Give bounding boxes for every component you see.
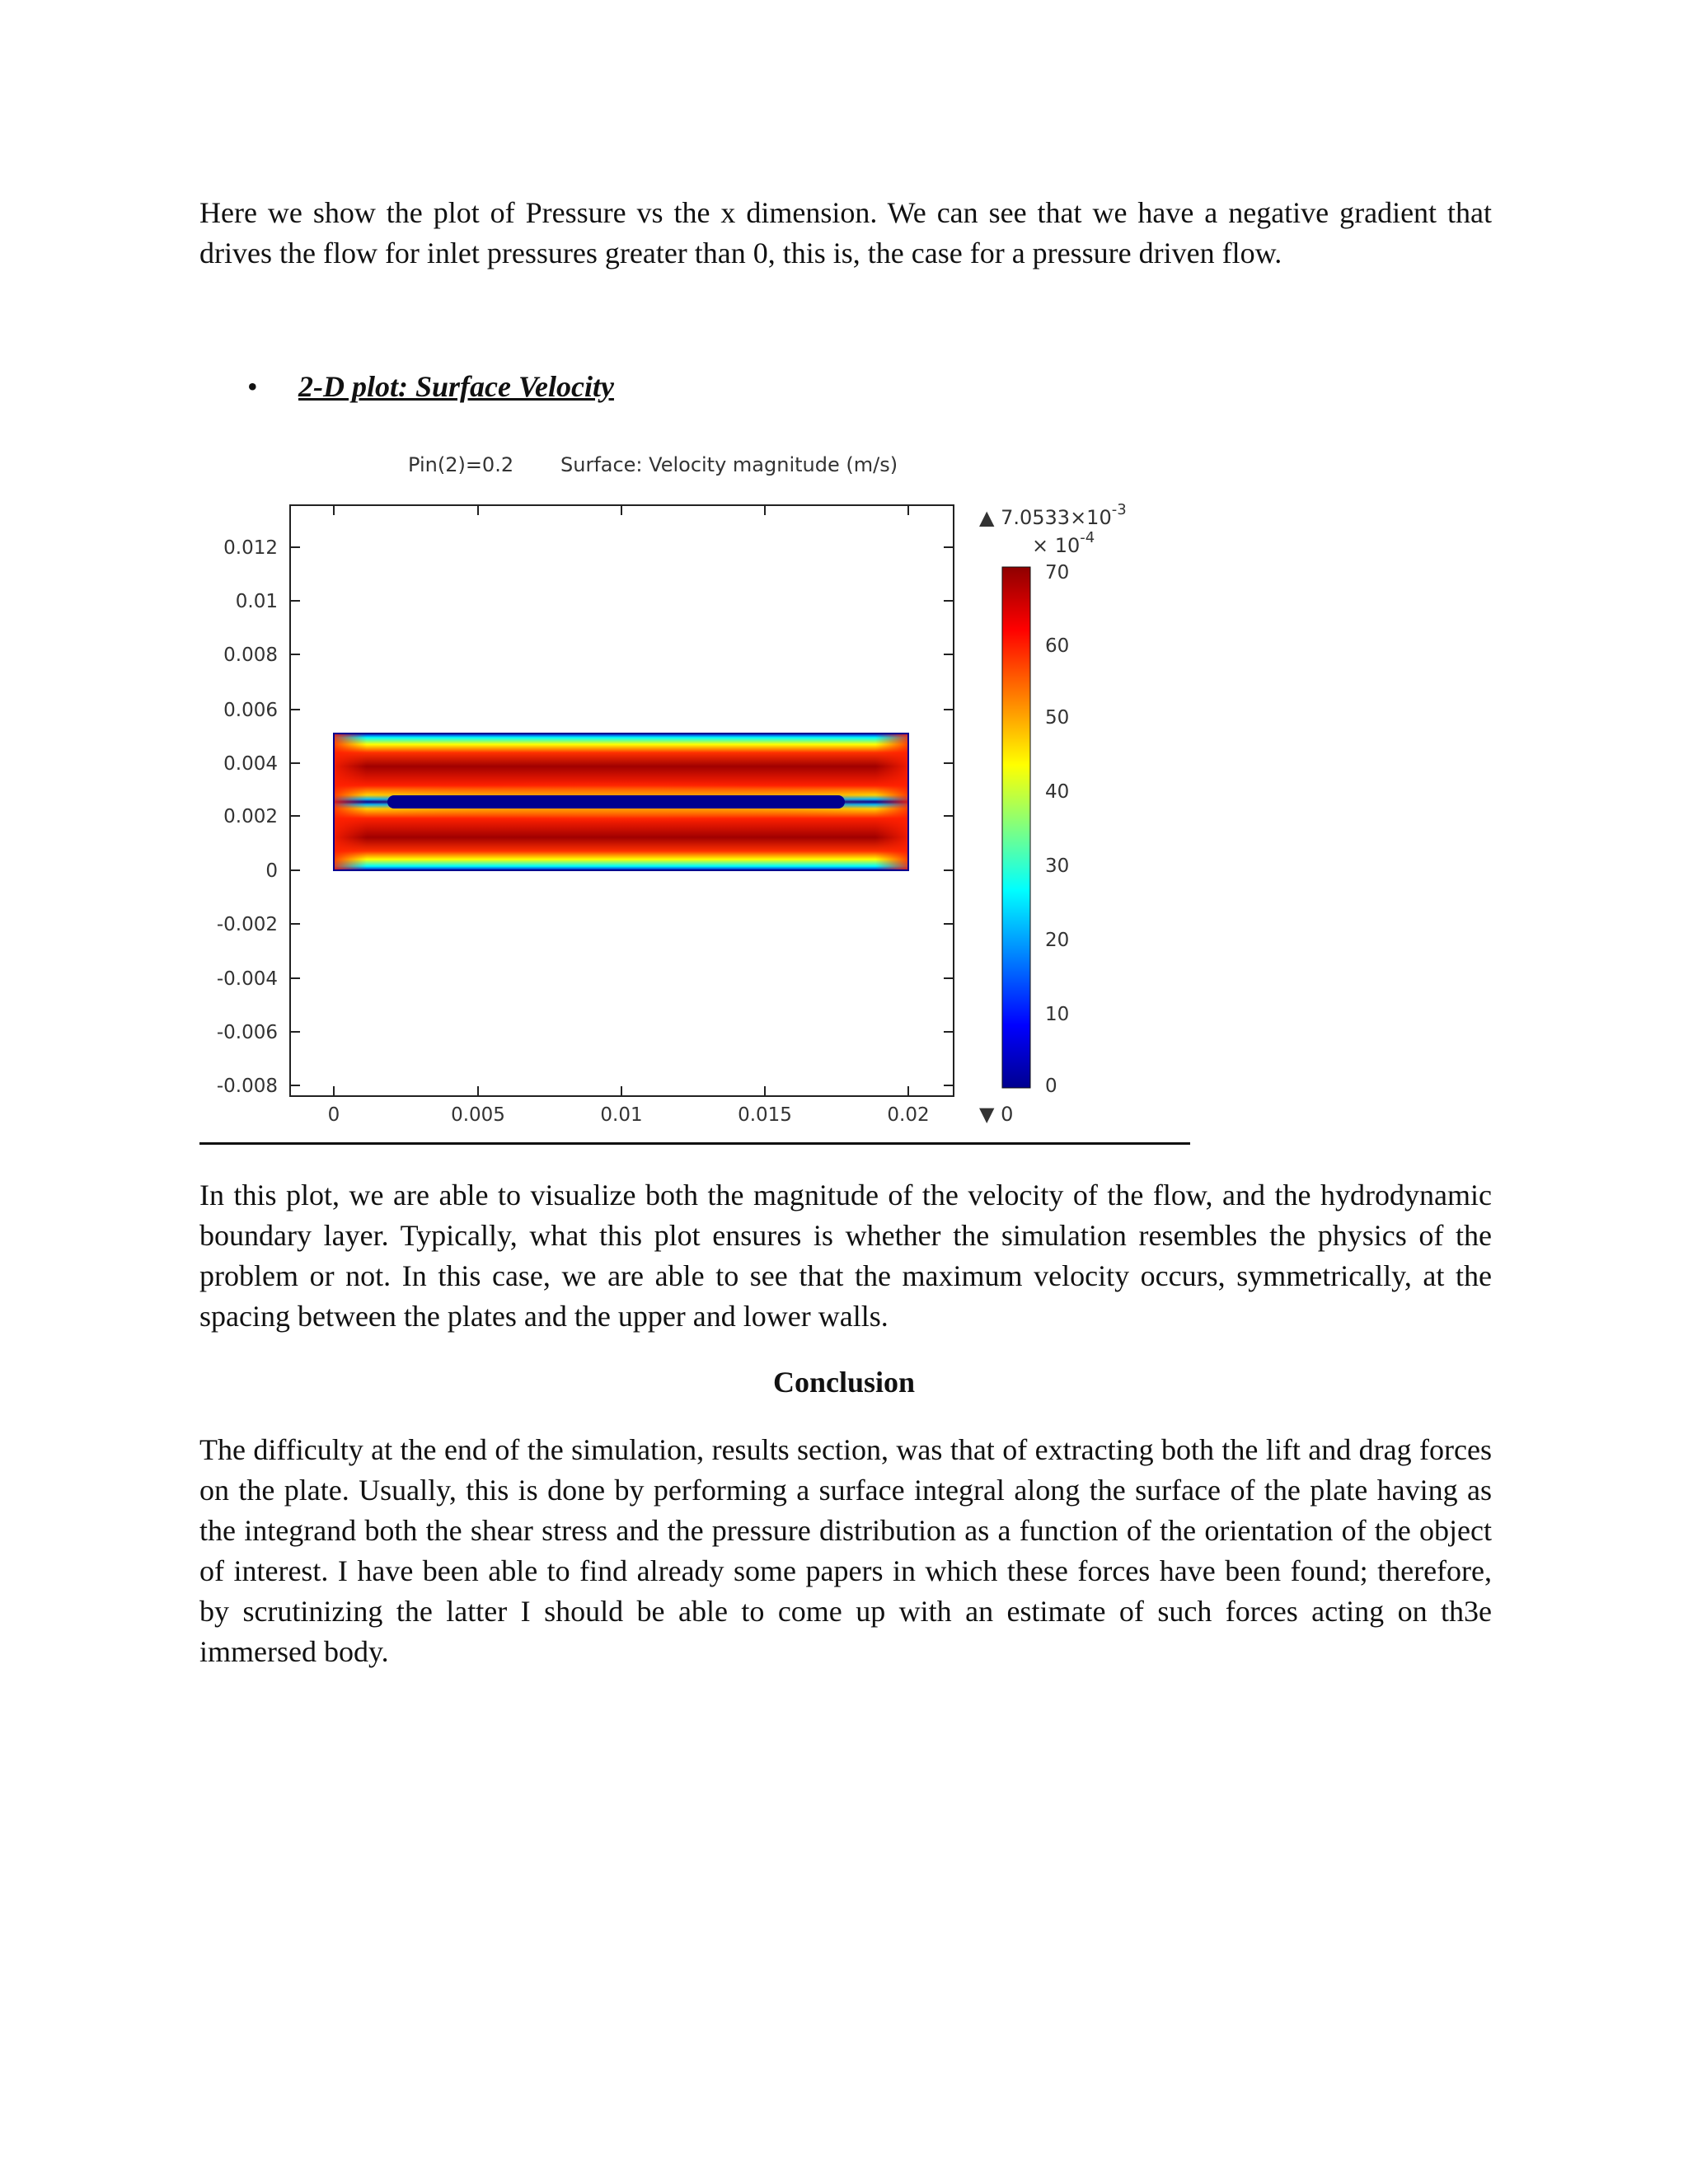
body-paragraph: In this plot, we are able to visualize both the magnitude of the velocity of the flow, and the hydrodynamic boundary layer. Typically, what this plot ensures is whether the simulation resembles the physics of the problem or not. In this case, we are able to see that the maximum velocity occurs, symmetrically, at the spacing between the plates and the upper and lower walls. (199, 1179, 1492, 1333)
x-tick-label: 0.01 (600, 1104, 643, 1126)
velocity-field (334, 733, 908, 870)
y-tick-label: 0.01 (235, 591, 278, 612)
colorbar-scale-label: × $10^{-4}$ (1032, 529, 1095, 557)
plot-title-param: Pin(2)=0.2 (408, 453, 514, 476)
y-tick-label: 0.012 (223, 537, 278, 559)
colorbar-tick-label: 0 (1045, 1076, 1057, 1097)
y-tick-label: 0.008 (223, 644, 278, 666)
x-tick-label: 0.015 (738, 1104, 792, 1126)
colorbar-tick-label: 10 (1045, 1004, 1070, 1025)
colorbar-tick-label: 40 (1045, 781, 1070, 803)
colorbar-tick-label: 30 (1045, 855, 1070, 877)
y-tick-label: -0.002 (216, 914, 278, 935)
bullet-title: 2-D plot: Surface Velocity (298, 370, 614, 403)
colorbar-tick-label: 50 (1045, 707, 1070, 729)
colorbar-tick-label: 20 (1045, 930, 1070, 951)
y-tick-label: 0.002 (223, 806, 278, 827)
colorbar (1002, 567, 1030, 1088)
plate (387, 795, 845, 808)
conclusion-paragraph: The difficulty at the end of the simulation, results section, was that of extracting both the lift and drag forces on the plate. Usually, this is done by performing a surface integral along the surface of the plate having as the integrand both the shear stress and the pressure distribution as a function of the orientation of the object of interest. I have been able to find already some papers in which these forces have been found; therefore, by scrutinizing the latter I should be able to come up with an estimate of such forces acting on th3e immersed body. (199, 1433, 1492, 1668)
figure-divider (199, 1142, 1190, 1145)
colorbar-tick-label: 70 (1045, 562, 1070, 583)
intro-paragraph: Here we show the plot of Pressure vs the x dimension. We can see that we have a negative gradient that drives the flow for inlet pressures greater than 0, this is, the case for a pressure driven flow. (199, 196, 1492, 269)
x-tick-label: 0.005 (451, 1104, 505, 1126)
y-tick-label: 0.006 (223, 700, 278, 721)
x-tick-label: 0.02 (887, 1104, 930, 1126)
colorbar-tick-label: 60 (1045, 635, 1070, 657)
colorbar-max-label: ▲ $7.0533\times 10^{-3}$ (979, 501, 1127, 529)
y-tick-label: 0 (265, 860, 278, 882)
colorbar-min-label: ▼ 0 (979, 1103, 1014, 1126)
y-tick-label: -0.006 (216, 1022, 278, 1043)
plot-title-surface: Surface: Velocity magnitude (m/s) (560, 453, 898, 476)
bullet-symbol: • (247, 370, 258, 403)
y-tick-label: -0.004 (216, 968, 278, 990)
x-tick-label: 0 (327, 1104, 340, 1126)
y-tick-label: 0.004 (223, 753, 278, 775)
conclusion-heading: Conclusion (772, 1366, 916, 1399)
y-tick-label: -0.008 (216, 1076, 278, 1097)
